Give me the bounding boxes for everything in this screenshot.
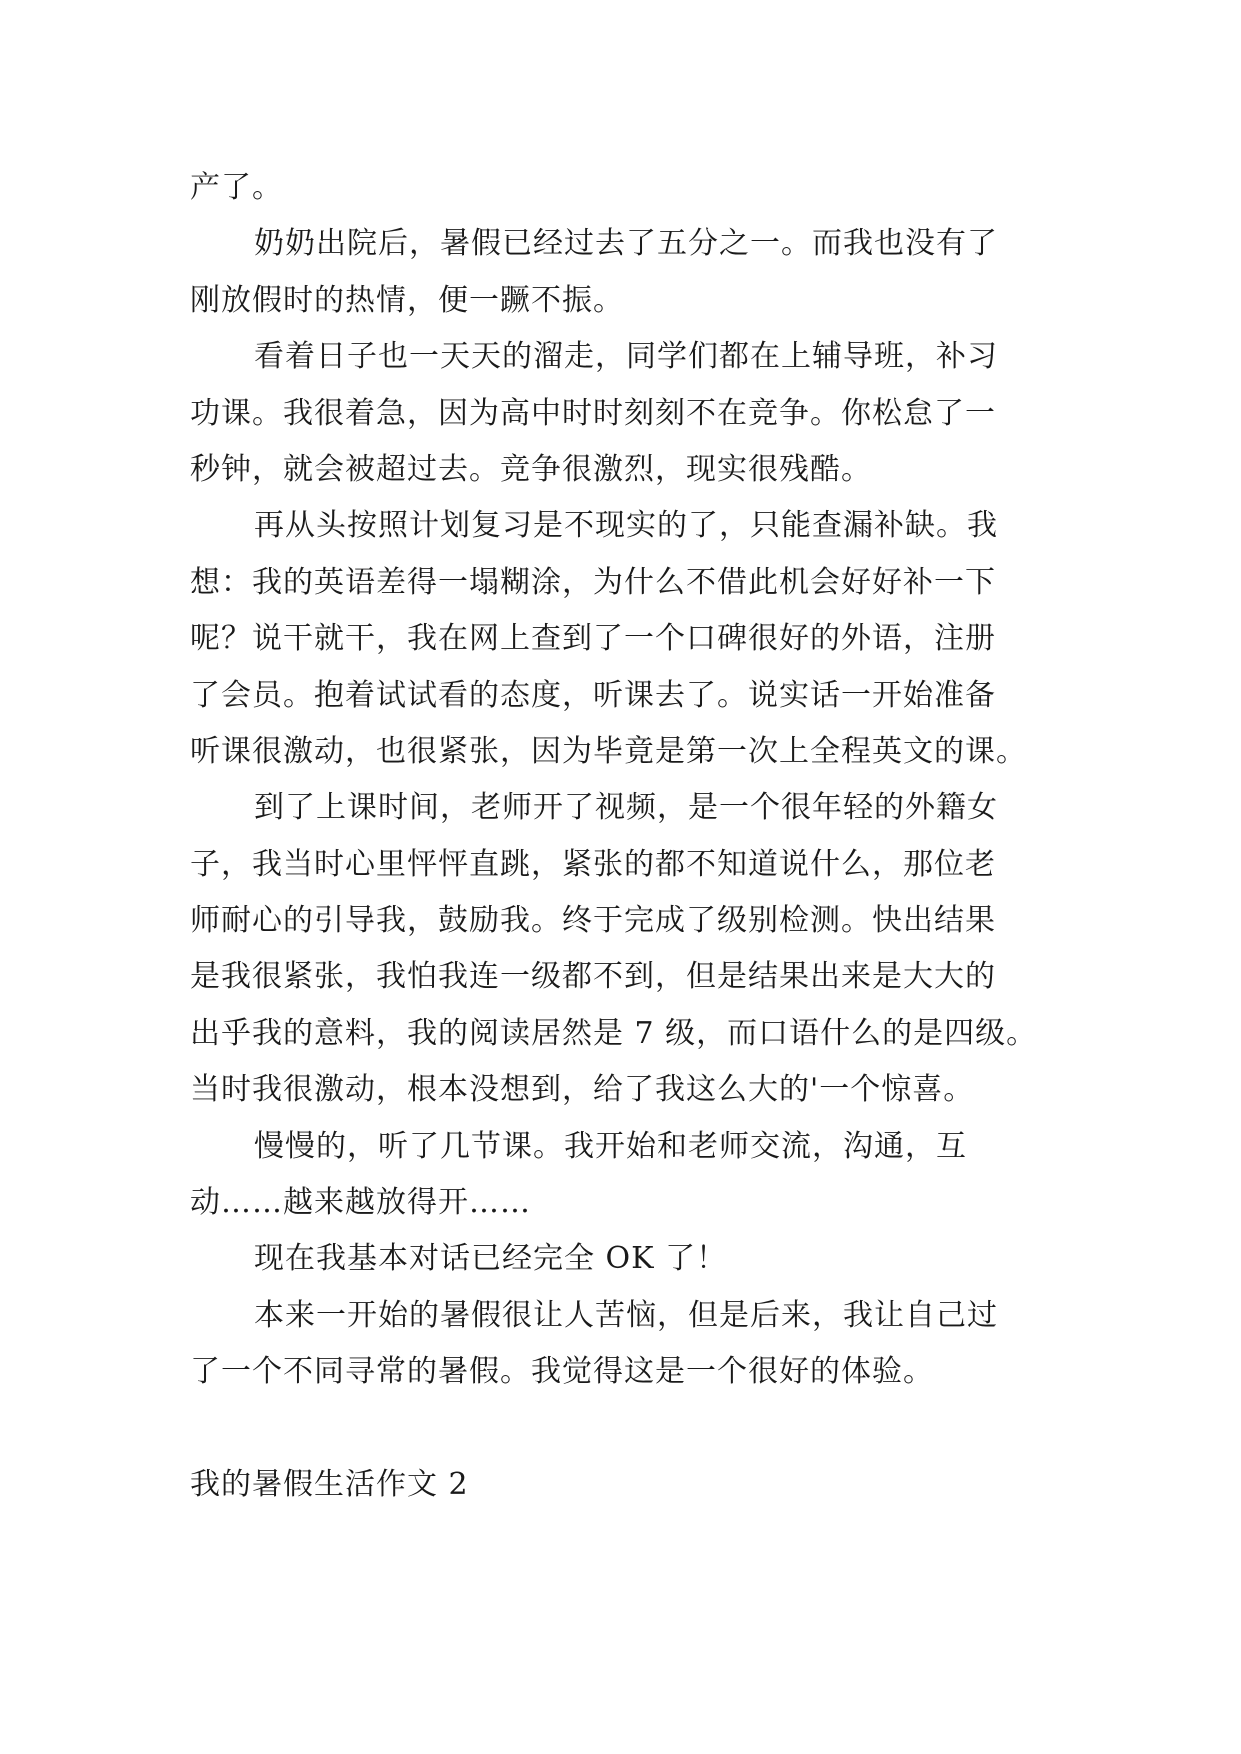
text-line: 了一个不同寻常的暑假。我觉得这是一个很好的体验。	[190, 1354, 934, 1390]
section-gap	[190, 1401, 1050, 1457]
text-line: 呢？说干就干，我在网上查到了一个口碑很好的外语，注册	[190, 621, 996, 657]
text-line: 当时我很激动，根本没想到，给了我这么大的'一个惊喜。	[190, 1072, 975, 1108]
text-line: 是我很紧张，我怕我连一级都不到，但是结果出来是大大的	[190, 959, 996, 995]
text-line: 师耐心的引导我，鼓励我。终于完成了级别检测。快出结果	[190, 903, 996, 939]
text-line: 听课很激动，也很紧张，因为毕竟是第一次上全程英文的课。	[190, 733, 1027, 769]
paragraph-start-line: 奶奶出院后，暑假已经过去了五分之一。而我也没有了	[254, 226, 998, 262]
text-line: 出乎我的意料，我的阅读居然是 7 级，而口语什么的是四级。	[190, 1015, 1038, 1051]
text-line: 想：我的英语差得一塌糊涂，为什么不借此机会好好补一下	[190, 564, 996, 600]
text-line: 动……越来越放得开……	[190, 1185, 531, 1221]
paragraph-start-line: 慢慢的，听了几节课。我开始和老师交流，沟通，互	[254, 1128, 967, 1164]
paragraph-start-line: 现在我基本对话已经完全 OK 了！	[254, 1241, 728, 1277]
section-heading: 我的暑假生活作文 2	[190, 1466, 469, 1502]
paragraph-start-line: 到了上课时间，老师开了视频，是一个很年轻的外籍女	[254, 790, 998, 826]
paragraph-start-line: 看着日子也一天天的溜走，同学们都在上辅导班，补习	[254, 339, 998, 375]
document-page	[190, 160, 1050, 1513]
text-line: 秒钟，就会被超过去。竞争很激烈，现实很残酷。	[190, 451, 872, 487]
text-line: 刚放假时的热情，便一蹶不振。	[190, 282, 624, 318]
text-line: 功课。我很着急，因为高中时时刻刻不在竞争。你松怠了一	[190, 395, 996, 431]
text-line: 子，我当时心里怦怦直跳，紧张的都不知道说什么，那位老	[190, 846, 996, 882]
paragraph-start-line: 再从头按照计划复习是不现实的了，只能查漏补缺。我	[254, 508, 998, 544]
paragraph-start-line: 本来一开始的暑假很让人苦恼，但是后来，我让自己过	[254, 1297, 998, 1333]
text-line: 产了。	[190, 170, 283, 205]
text-line: 了会员。抱着试试看的态度，听课去了。说实话一开始准备	[190, 677, 996, 713]
